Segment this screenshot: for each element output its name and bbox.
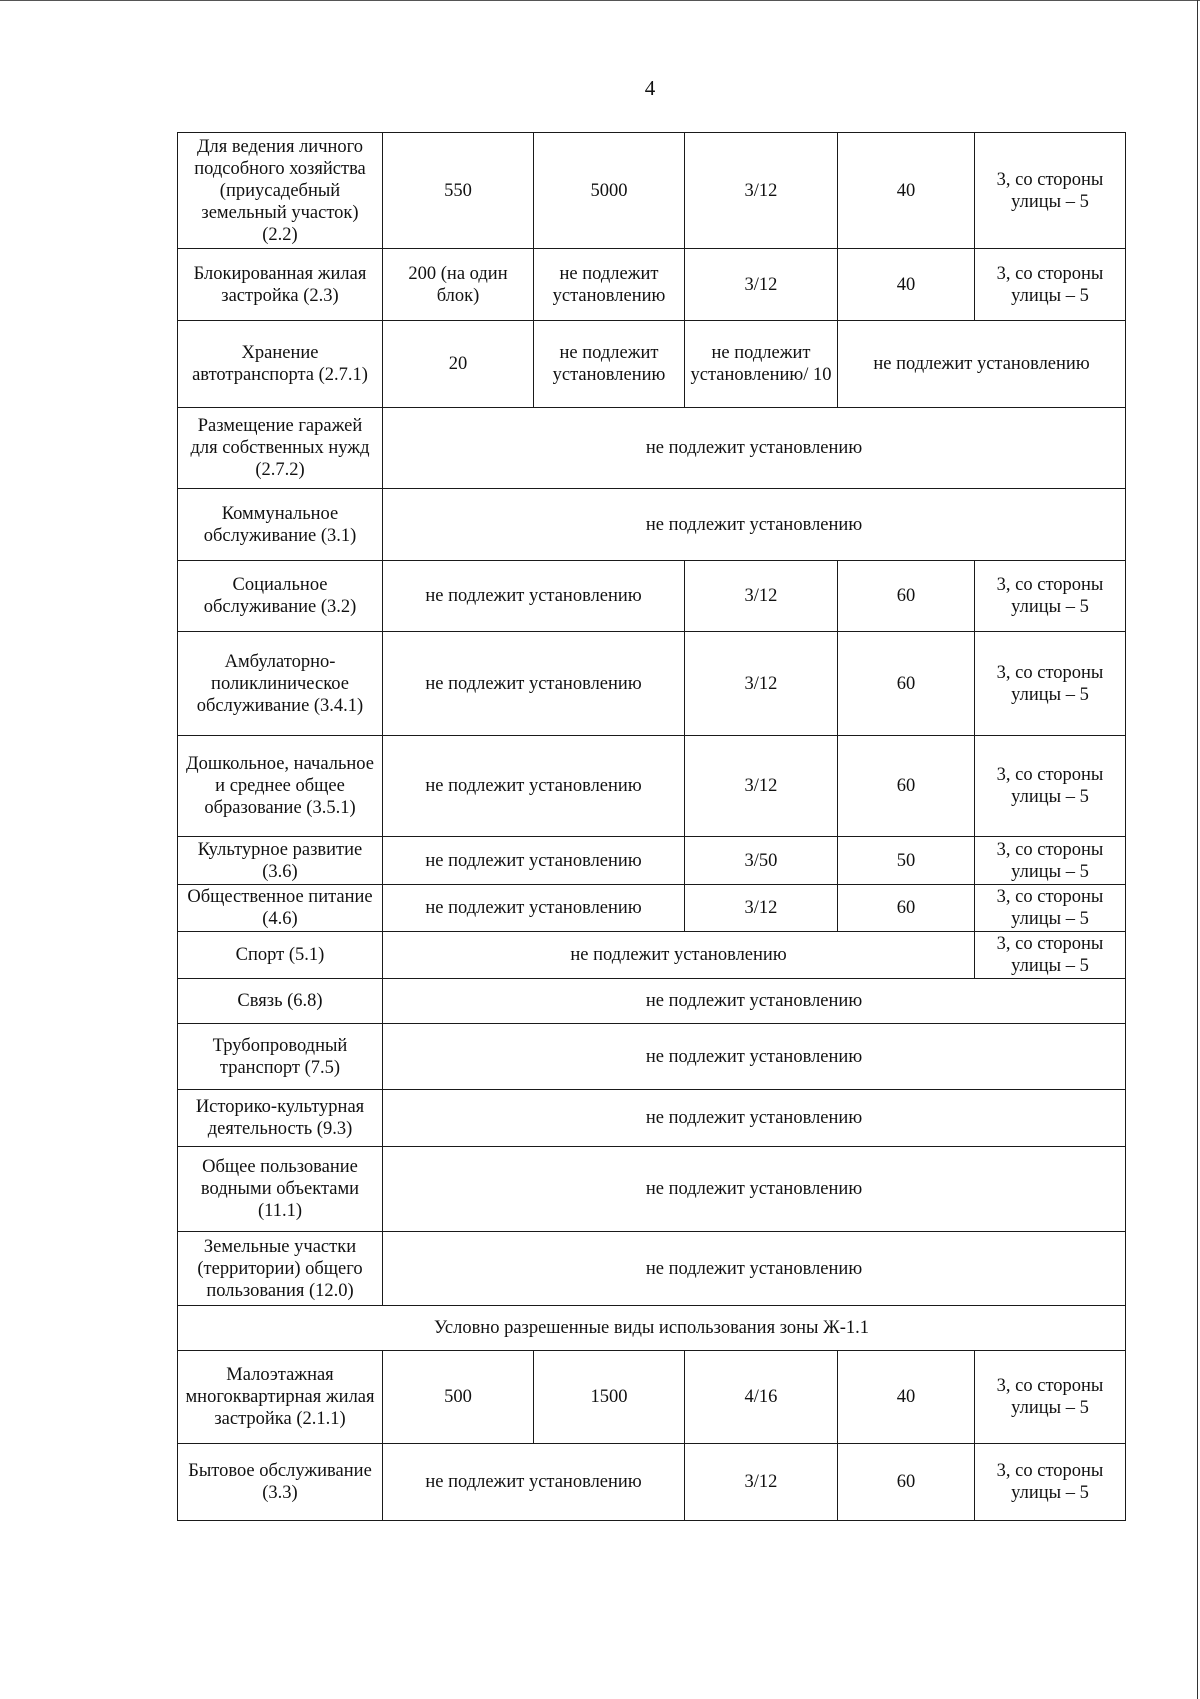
setback: 3, со стороны улицы – 5 bbox=[975, 736, 1126, 837]
land-use-name: Культурное развитие (3.6) bbox=[178, 837, 383, 885]
scan-edge-top bbox=[0, 0, 1200, 1]
table-row bbox=[178, 1024, 1126, 1090]
not-established: не подлежит установлению bbox=[838, 321, 1126, 408]
setback: 3, со стороны улицы – 5 bbox=[975, 632, 1126, 736]
min-area: 200 (на один блок) bbox=[383, 249, 534, 321]
not-established: не подлежит установлению bbox=[383, 408, 1126, 489]
setback: 3, со стороны улицы – 5 bbox=[975, 1351, 1126, 1444]
table-row bbox=[178, 632, 1126, 736]
land-use-name: Общее пользование водными объектами (11.1) bbox=[178, 1147, 383, 1232]
setback: 3, со стороны улицы – 5 bbox=[975, 133, 1126, 249]
floors-height: не подлежит установлению/ 10 bbox=[685, 321, 838, 408]
not-established: не подлежит установлению bbox=[383, 1147, 1126, 1232]
not-established: не подлежит установлению bbox=[383, 1024, 1126, 1090]
floors-height: 3/12 bbox=[685, 736, 838, 837]
floors-height: 3/12 bbox=[685, 133, 838, 249]
table-row bbox=[178, 736, 1126, 837]
build-percent: 60 bbox=[838, 632, 975, 736]
table-row bbox=[178, 321, 1126, 408]
land-use-name: Земельные участки (территории) общего пользования (12.0) bbox=[178, 1232, 383, 1306]
build-percent: 50 bbox=[838, 837, 975, 885]
land-use-name: Спорт (5.1) bbox=[178, 932, 383, 979]
not-established: не подлежит установлению bbox=[383, 1232, 1126, 1306]
areas-not-established: не подлежит установлению bbox=[383, 632, 685, 736]
table-row bbox=[178, 133, 1126, 249]
table-row bbox=[178, 1444, 1126, 1521]
setback: 3, со стороны улицы – 5 bbox=[975, 249, 1126, 321]
setback: 3, со стороны улицы – 5 bbox=[975, 837, 1126, 885]
table-row bbox=[178, 249, 1126, 321]
not-established: не подлежит установлению bbox=[383, 1090, 1126, 1147]
floors-height: 4/16 bbox=[685, 1351, 838, 1444]
floors-height: 3/12 bbox=[685, 249, 838, 321]
build-percent: 60 bbox=[838, 561, 975, 632]
land-use-name: Связь (6.8) bbox=[178, 979, 383, 1024]
not-established: не подлежит установлению bbox=[383, 979, 1126, 1024]
table-row bbox=[178, 1147, 1126, 1232]
table-row bbox=[178, 1090, 1126, 1147]
floors-height: 3/12 bbox=[685, 632, 838, 736]
land-use-name: Размещение гаражей для собственных нужд (2.7.2) bbox=[178, 408, 383, 489]
section-title: Условно разрешенные виды использования зоны Ж-1.1 bbox=[178, 1306, 1126, 1351]
setback: 3, со стороны улицы – 5 bbox=[975, 932, 1126, 979]
table-row bbox=[178, 979, 1126, 1024]
areas-not-established: не подлежит установлению bbox=[383, 736, 685, 837]
not-established: не подлежит установлению bbox=[383, 489, 1126, 561]
setback: 3, со стороны улицы – 5 bbox=[975, 885, 1126, 932]
table-row bbox=[178, 932, 1126, 979]
land-use-parameters-table bbox=[177, 132, 1126, 1521]
table-row bbox=[178, 561, 1126, 632]
floors-height: 3/12 bbox=[685, 885, 838, 932]
land-use-name: Трубопроводный транспорт (7.5) bbox=[178, 1024, 383, 1090]
land-use-name: Амбулаторно-поликлиническое обслуживание (3.4.1) bbox=[178, 632, 383, 736]
build-percent: 40 bbox=[838, 1351, 975, 1444]
land-use-name: Коммунальное обслуживание (3.1) bbox=[178, 489, 383, 561]
build-percent: 40 bbox=[838, 133, 975, 249]
max-area: не подлежит установлению bbox=[534, 249, 685, 321]
land-use-name: Историко-культурная деятельность (9.3) bbox=[178, 1090, 383, 1147]
areas-not-established: не подлежит установлению bbox=[383, 885, 685, 932]
table-row bbox=[178, 1351, 1126, 1444]
setback: 3, со стороны улицы – 5 bbox=[975, 1444, 1126, 1521]
page-number: 4 bbox=[644, 76, 656, 100]
section-header-row bbox=[178, 1306, 1126, 1351]
land-use-name: Хранение автотранспорта (2.7.1) bbox=[178, 321, 383, 408]
land-use-name: Общественное питание (4.6) bbox=[178, 885, 383, 932]
setback: 3, со стороны улицы – 5 bbox=[975, 561, 1126, 632]
build-percent: 40 bbox=[838, 249, 975, 321]
floors-height: 3/50 bbox=[685, 837, 838, 885]
land-use-name: Для ведения личного подсобного хозяйства (приусадебный земельный участок) (2.2) bbox=[178, 133, 383, 249]
scan-edge-right bbox=[1197, 0, 1198, 1699]
max-area: 1500 bbox=[534, 1351, 685, 1444]
floors-height: 3/12 bbox=[685, 1444, 838, 1521]
min-area: 20 bbox=[383, 321, 534, 408]
min-area: 500 bbox=[383, 1351, 534, 1444]
build-percent: 60 bbox=[838, 1444, 975, 1521]
areas-not-established: не подлежит установлению bbox=[383, 837, 685, 885]
table-row bbox=[178, 1232, 1126, 1306]
table-row bbox=[178, 885, 1126, 932]
areas-not-established: не подлежит установлению bbox=[383, 561, 685, 632]
floors-height: 3/12 bbox=[685, 561, 838, 632]
max-area: 5000 bbox=[534, 133, 685, 249]
land-use-name: Социальное обслуживание (3.2) bbox=[178, 561, 383, 632]
build-percent: 60 bbox=[838, 736, 975, 837]
table-row bbox=[178, 837, 1126, 885]
land-use-name: Малоэтажная многоквартирная жилая застройка (2.1.1) bbox=[178, 1351, 383, 1444]
land-use-name: Блокированная жилая застройка (2.3) bbox=[178, 249, 383, 321]
build-percent: 60 bbox=[838, 885, 975, 932]
not-established: не подлежит установлению bbox=[383, 932, 975, 979]
min-area: 550 bbox=[383, 133, 534, 249]
max-area: не подлежит установлению bbox=[534, 321, 685, 408]
land-use-name: Дошкольное, начальное и среднее общее образование (3.5.1) bbox=[178, 736, 383, 837]
table-row bbox=[178, 489, 1126, 561]
areas-not-established: не подлежит установлению bbox=[383, 1444, 685, 1521]
table-row bbox=[178, 408, 1126, 489]
land-use-name: Бытовое обслуживание (3.3) bbox=[178, 1444, 383, 1521]
